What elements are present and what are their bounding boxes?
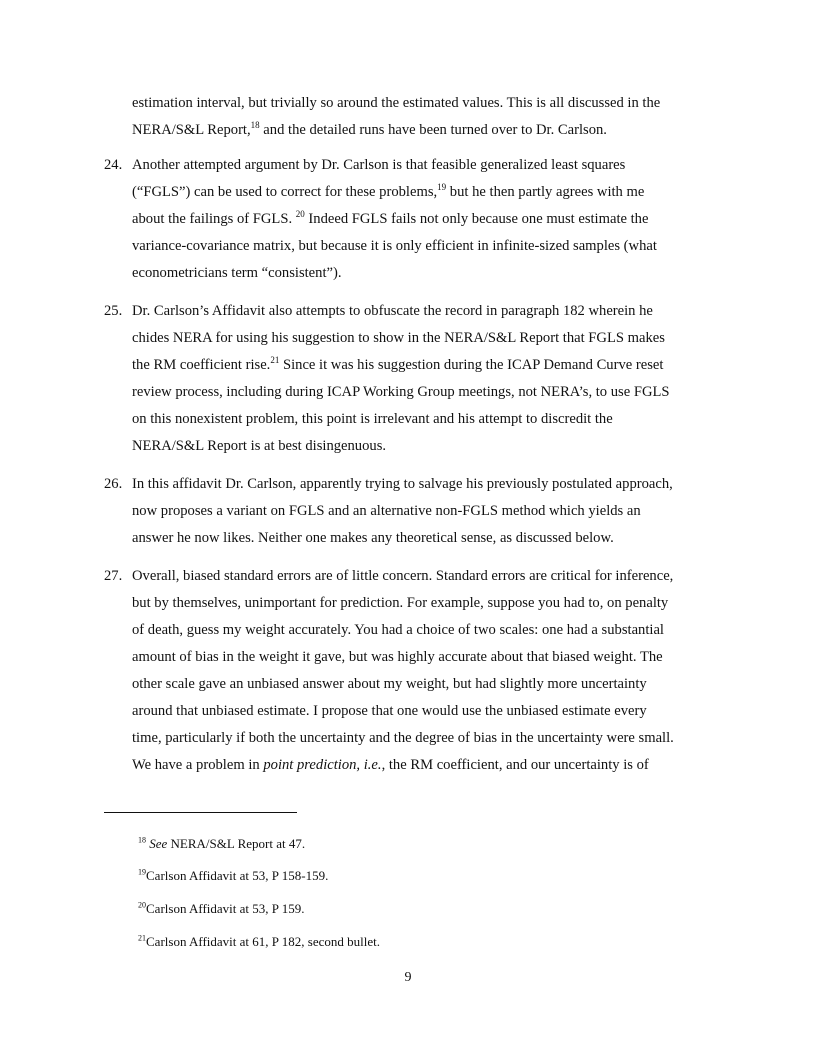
p26-line-3: answer he now likes. Neither one makes any theoretical sense, as discussed below. xyxy=(132,530,614,546)
p27-line-4: amount of bias in the weight it gave, but was highly accurate about that biased weight. The xyxy=(132,649,663,665)
footnote-21: $^{21}$Carlson Affidavit at 61, P 182, second bullet. xyxy=(138,933,380,949)
footnote-ref-21: 21 xyxy=(270,355,280,366)
paragraph-number-26: 26. xyxy=(104,476,123,492)
p24-line-5: econometricians term “consistent”). xyxy=(132,265,342,281)
p26-line-1: In this affidavit Dr. Carlson, apparently trying to salvage his previously postulated approach, xyxy=(132,476,673,492)
p27-line-5: other scale gave an unbiased answer about my weight, but had slightly more uncertainty xyxy=(132,676,647,692)
paragraph-number-27: 27. xyxy=(104,568,123,584)
p24-line-3: about the failings of FGLS. $^{20}$ Indeed FGLS fails not only because one must estimate the xyxy=(132,209,649,227)
continuation-line-1: estimation interval, but trivially so around the estimated values. This is all discussed in the xyxy=(132,95,661,111)
continuation-line-2: NERA/S&L Report,$^{18}$ and the detailed runs have been turned over to Dr. Carlson. xyxy=(132,120,607,138)
page-number: 9 xyxy=(404,970,412,985)
p24-line-1: Another attempted argument by Dr. Carlson is that feasible generalized least squares xyxy=(132,157,626,173)
p27-line-1: Overall, biased standard errors are of little concern. Standard errors are critical for inference, xyxy=(132,568,674,584)
p24-line-2: (“FGLS”) can be used to correct for these problems,$^{19}$ but he then partly agrees with me xyxy=(132,182,645,200)
p25-line-2: chides NERA for using his suggestion to show in the NERA/S&L Report that FGLS makes xyxy=(132,330,665,346)
p25-line-3: the RM coefficient rise.$^{21}$ Since it was his suggestion during the ICAP Demand Curve reset xyxy=(132,355,664,373)
p27-line-2: but by themselves, unimportant for prediction. For example, suppose you had to, on penalty xyxy=(132,595,669,611)
p26-line-2: now proposes a variant on FGLS and an alternative non-FGLS method which yields an xyxy=(132,503,641,519)
p25-line-6: NERA/S&L Report is at best disingenuous. xyxy=(132,438,387,454)
p25-line-1: Dr. Carlson’s Affidavit also attempts to obfuscate the record in paragraph 182 wherein he xyxy=(132,303,653,319)
paragraph-number-24: 24. xyxy=(104,157,123,173)
p27-line-8: We have a problem in point prediction, i.e., the RM coefficient, and our uncertainty is of xyxy=(132,757,649,773)
footnote-ref-18: 18 xyxy=(250,120,260,131)
p25-line-5: on this nonexistent problem, this point is irrelevant and his attempt to discredit the xyxy=(132,411,613,427)
paragraph-number-25: 25. xyxy=(104,303,123,319)
footnote-separator xyxy=(104,812,297,813)
p24-line-4: variance-covariance matrix, but because it is only efficient in infinite-sized samples (what xyxy=(132,238,657,254)
p27-line-6: around that unbiased estimate. I propose that one would use the unbiased estimate every xyxy=(132,703,647,719)
footnote-ref-20: 20 xyxy=(295,209,305,220)
p27-line-3: of death, guess my weight accurately. You had a choice of two scales: one had a substantial xyxy=(132,622,664,638)
footnote-18: $^{18}$ See NERA/S&L Report at 47. xyxy=(138,835,306,851)
footnote-ref-19: 19 xyxy=(437,182,447,193)
p25-line-4: review process, including during ICAP Working Group meetings, not NERA’s, to use FGLS xyxy=(132,384,670,400)
p27-line-7: time, particularly if both the uncertainty and the degree of bias in the uncertainty were small. xyxy=(132,730,674,746)
footnote-20: $^{20}$Carlson Affidavit at 53, P 159. xyxy=(138,900,305,916)
footnote-19: $^{19}$Carlson Affidavit at 53, P 158-159. xyxy=(138,867,329,883)
